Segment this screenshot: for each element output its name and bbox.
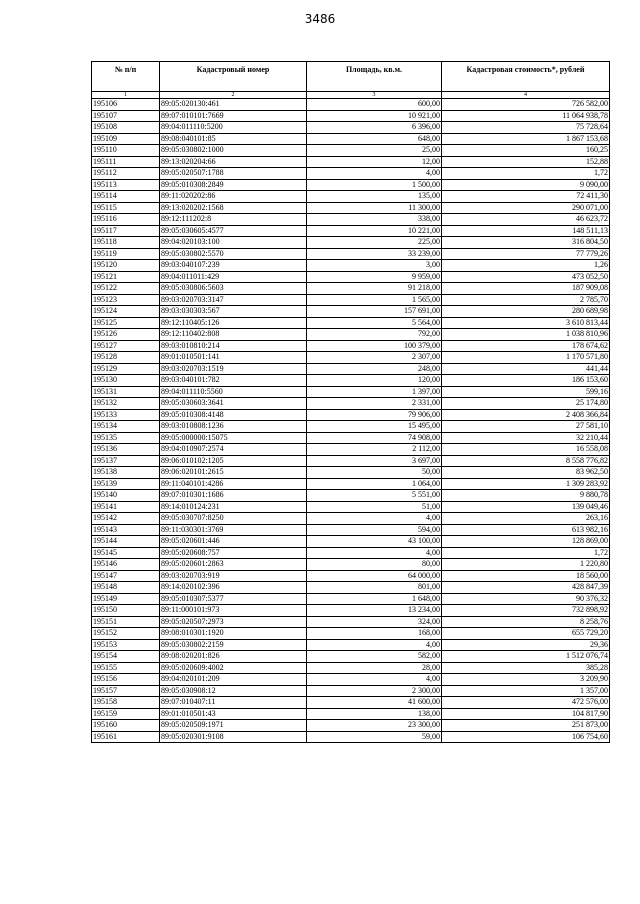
cell-area: 13 234,00: [307, 605, 442, 617]
cadastre-table: [91, 61, 610, 743]
header-cadastral-number: Кадастровый номер: [160, 62, 307, 92]
cell-cadastral-value: 16 558,08: [442, 444, 610, 456]
cell-cadastral-value: 32 210,44: [442, 432, 610, 444]
cell-row-number: 195159: [92, 708, 160, 720]
cell-cadastral-number: 89:03:030303:567: [160, 306, 307, 318]
cell-cadastral-value: 29,36: [442, 639, 610, 651]
cell-cadastral-value: 160,25: [442, 145, 610, 157]
cell-cadastral-value: 128 869,00: [442, 536, 610, 548]
table-row: [92, 225, 610, 237]
cell-cadastral-number: 89:04:020103:100: [160, 237, 307, 249]
cell-row-number: 195126: [92, 329, 160, 341]
table-row: [92, 191, 610, 203]
cell-cadastral-value: 77 779,26: [442, 248, 610, 260]
cell-row-number: 195143: [92, 524, 160, 536]
column-number: 4: [442, 92, 610, 99]
table-row: [92, 110, 610, 122]
cell-cadastral-value: 385,28: [442, 662, 610, 674]
cell-cadastral-value: 104 817,90: [442, 708, 610, 720]
cell-row-number: 195116: [92, 214, 160, 226]
cell-area: 120,00: [307, 375, 442, 387]
cell-cadastral-value: 8 258,76: [442, 616, 610, 628]
cell-row-number: 195113: [92, 179, 160, 191]
table-row: [92, 662, 610, 674]
table-row: [92, 501, 610, 513]
cell-row-number: 195123: [92, 294, 160, 306]
cell-cadastral-number: 89:03:020703:919: [160, 570, 307, 582]
cell-row-number: 195139: [92, 478, 160, 490]
cell-row-number: 195150: [92, 605, 160, 617]
cell-row-number: 195109: [92, 133, 160, 145]
cell-row-number: 195158: [92, 697, 160, 709]
cell-area: 4,00: [307, 168, 442, 180]
cell-area: 2 307,00: [307, 352, 442, 364]
cell-cadastral-value: 90 376,32: [442, 593, 610, 605]
cell-cadastral-number: 89:14:020102:396: [160, 582, 307, 594]
cell-area: 50,00: [307, 467, 442, 479]
table-row: [92, 697, 610, 709]
cell-cadastral-number: 89:11:030301:3769: [160, 524, 307, 536]
cell-row-number: 195128: [92, 352, 160, 364]
cell-cadastral-number: 89:05:020609:4002: [160, 662, 307, 674]
cell-cadastral-number: 89:05:030908:12: [160, 685, 307, 697]
cell-area: 4,00: [307, 639, 442, 651]
cell-area: 91 218,00: [307, 283, 442, 295]
table-row: [92, 294, 610, 306]
cell-area: 23 300,00: [307, 720, 442, 732]
table-row: [92, 674, 610, 686]
cell-row-number: 195125: [92, 317, 160, 329]
cell-row-number: 195121: [92, 271, 160, 283]
cell-cadastral-value: 1 867 153,68: [442, 133, 610, 145]
table-row: [92, 168, 610, 180]
cell-cadastral-value: 428 847,39: [442, 582, 610, 594]
cell-area: 157 691,00: [307, 306, 442, 318]
cell-row-number: 195154: [92, 651, 160, 663]
cell-area: 4,00: [307, 547, 442, 559]
cell-cadastral-value: 1 309 283,92: [442, 478, 610, 490]
table-row: [92, 685, 610, 697]
cell-cadastral-number: 89:12:111202:8: [160, 214, 307, 226]
cell-row-number: 195147: [92, 570, 160, 582]
cell-area: 3 697,00: [307, 455, 442, 467]
cell-row-number: 195136: [92, 444, 160, 456]
cell-cadastral-value: 290 071,00: [442, 202, 610, 214]
table-row: [92, 720, 610, 732]
cell-area: 12,00: [307, 156, 442, 168]
cell-row-number: 195132: [92, 398, 160, 410]
cell-row-number: 195107: [92, 110, 160, 122]
cell-cadastral-number: 89:05:020601:2863: [160, 559, 307, 571]
cell-cadastral-number: 89:06:020101:2615: [160, 467, 307, 479]
cell-row-number: 195117: [92, 225, 160, 237]
table-row: [92, 340, 610, 352]
cell-row-number: 195134: [92, 421, 160, 433]
table-row: [92, 513, 610, 525]
cell-area: 6 396,00: [307, 122, 442, 134]
table-row: [92, 283, 610, 295]
cell-cadastral-value: 472 576,00: [442, 697, 610, 709]
table-row: [92, 616, 610, 628]
cell-row-number: 195142: [92, 513, 160, 525]
cell-area: 600,00: [307, 99, 442, 111]
table-row: [92, 547, 610, 559]
cell-cadastral-value: 9 090,00: [442, 179, 610, 191]
cell-row-number: 195137: [92, 455, 160, 467]
cell-cadastral-value: 441,44: [442, 363, 610, 375]
cell-cadastral-value: 726 582,00: [442, 99, 610, 111]
cell-cadastral-value: 1 512 076,74: [442, 651, 610, 663]
column-number: 2: [160, 92, 307, 99]
table-row: [92, 605, 610, 617]
cell-cadastral-number: 89:05:020608:757: [160, 547, 307, 559]
cell-cadastral-number: 89:03:040101:782: [160, 375, 307, 387]
cell-cadastral-number: 89:05:030806:5603: [160, 283, 307, 295]
cell-row-number: 195106: [92, 99, 160, 111]
cell-row-number: 195141: [92, 501, 160, 513]
table-row: [92, 156, 610, 168]
cell-cadastral-value: 613 982,16: [442, 524, 610, 536]
cell-cadastral-value: 187 909,08: [442, 283, 610, 295]
cell-area: 59,00: [307, 731, 442, 743]
cell-area: 4,00: [307, 674, 442, 686]
table-row: [92, 375, 610, 387]
cell-area: 28,00: [307, 662, 442, 674]
cell-row-number: 195160: [92, 720, 160, 732]
cell-cadastral-number: 89:06:010102:1205: [160, 455, 307, 467]
cell-row-number: 195155: [92, 662, 160, 674]
cell-row-number: 195129: [92, 363, 160, 375]
header-row: [92, 62, 610, 92]
cell-cadastral-number: 89:05:030707:8250: [160, 513, 307, 525]
cell-area: 9 959,00: [307, 271, 442, 283]
cell-area: 168,00: [307, 628, 442, 640]
table-row: [92, 352, 610, 364]
table-row: [92, 582, 610, 594]
cell-area: 1 500,00: [307, 179, 442, 191]
cell-cadastral-number: 89:05:020509:1971: [160, 720, 307, 732]
header-cadastral-value: Кадастровая стоимость*, рублей: [442, 62, 610, 92]
cell-cadastral-value: 178 674,62: [442, 340, 610, 352]
cell-row-number: 195110: [92, 145, 160, 157]
cell-area: 324,00: [307, 616, 442, 628]
cell-cadastral-value: 2 408 366,84: [442, 409, 610, 421]
table-row: [92, 306, 610, 318]
cell-area: 338,00: [307, 214, 442, 226]
cell-area: 33 239,00: [307, 248, 442, 260]
cell-area: 100 379,00: [307, 340, 442, 352]
cell-row-number: 195156: [92, 674, 160, 686]
cell-row-number: 195151: [92, 616, 160, 628]
cell-cadastral-number: 89:08:020201:826: [160, 651, 307, 663]
cell-row-number: 195124: [92, 306, 160, 318]
table-row: [92, 455, 610, 467]
table-row: [92, 490, 610, 502]
cell-cadastral-value: 316 804,50: [442, 237, 610, 249]
cell-area: 1 648,00: [307, 593, 442, 605]
cell-area: 51,00: [307, 501, 442, 513]
cell-cadastral-value: 27 581,10: [442, 421, 610, 433]
cell-row-number: 195135: [92, 432, 160, 444]
cell-cadastral-number: 89:05:030603:3641: [160, 398, 307, 410]
table-row: [92, 386, 610, 398]
cell-row-number: 195144: [92, 536, 160, 548]
cell-cadastral-value: 186 153,60: [442, 375, 610, 387]
cell-row-number: 195114: [92, 191, 160, 203]
cell-cadastral-number: 89:07:010101:7669: [160, 110, 307, 122]
cell-cadastral-value: 25 174,80: [442, 398, 610, 410]
cell-cadastral-number: 89:05:030605:4577: [160, 225, 307, 237]
cell-cadastral-number: 89:05:030802:5570: [160, 248, 307, 260]
table-row: [92, 444, 610, 456]
cell-row-number: 195145: [92, 547, 160, 559]
cell-cadastral-number: 89:03:010810:214: [160, 340, 307, 352]
table-row: [92, 248, 610, 260]
cell-row-number: 195111: [92, 156, 160, 168]
table-row: [92, 524, 610, 536]
table-row: [92, 122, 610, 134]
cell-cadastral-value: 2 785,70: [442, 294, 610, 306]
cell-cadastral-number: 89:13:020204:66: [160, 156, 307, 168]
cell-cadastral-number: 89:05:030802:2159: [160, 639, 307, 651]
cell-cadastral-value: 1,26: [442, 260, 610, 272]
cell-row-number: 195152: [92, 628, 160, 640]
cell-cadastral-value: 46 623,72: [442, 214, 610, 226]
cell-area: 594,00: [307, 524, 442, 536]
cell-area: 2 112,00: [307, 444, 442, 456]
column-number: 3: [307, 92, 442, 99]
cell-cadastral-number: 89:05:010308:4148: [160, 409, 307, 421]
cell-row-number: 195120: [92, 260, 160, 272]
table-row: [92, 179, 610, 191]
header-row-number: № п/п: [92, 62, 160, 92]
table-row: [92, 237, 610, 249]
cell-area: 11 300,00: [307, 202, 442, 214]
cell-area: 582,00: [307, 651, 442, 663]
cell-row-number: 195140: [92, 490, 160, 502]
cell-cadastral-value: 263,16: [442, 513, 610, 525]
cell-cadastral-value: 152,88: [442, 156, 610, 168]
cell-cadastral-number: 89:05:020301:9108: [160, 731, 307, 743]
cell-cadastral-value: 251 873,00: [442, 720, 610, 732]
cell-cadastral-value: 3 209,90: [442, 674, 610, 686]
cell-cadastral-number: 89:04:010907:2574: [160, 444, 307, 456]
cell-cadastral-value: 1 357,00: [442, 685, 610, 697]
cell-cadastral-number: 89:04:011110:5560: [160, 386, 307, 398]
cell-cadastral-value: 1,72: [442, 168, 610, 180]
cell-cadastral-value: 655 729,20: [442, 628, 610, 640]
table-row: [92, 145, 610, 157]
cell-row-number: 195149: [92, 593, 160, 605]
cell-cadastral-number: 89:11:040101:4286: [160, 478, 307, 490]
table-row: [92, 708, 610, 720]
cell-area: 2 331,00: [307, 398, 442, 410]
cell-cadastral-number: 89:03:020703:3147: [160, 294, 307, 306]
cell-cadastral-number: 89:05:010308:2849: [160, 179, 307, 191]
cell-cadastral-number: 89:05:030802:1000: [160, 145, 307, 157]
table-row: [92, 363, 610, 375]
cell-area: 64 000,00: [307, 570, 442, 582]
cell-cadastral-number: 89:05:020601:446: [160, 536, 307, 548]
cell-cadastral-number: 89:05:000000:15075: [160, 432, 307, 444]
cell-area: 41 600,00: [307, 697, 442, 709]
cell-cadastral-number: 89:12:110402:808: [160, 329, 307, 341]
cell-area: 1 397,00: [307, 386, 442, 398]
cell-cadastral-number: 89:04:011110:5200: [160, 122, 307, 134]
table-row: [92, 99, 610, 111]
cell-area: 135,00: [307, 191, 442, 203]
table-row: [92, 329, 610, 341]
table-body: [92, 99, 610, 743]
cell-row-number: 195115: [92, 202, 160, 214]
cell-cadastral-value: 106 754,60: [442, 731, 610, 743]
table-row: [92, 467, 610, 479]
cell-cadastral-number: 89:11:020202:86: [160, 191, 307, 203]
cell-cadastral-value: 18 560,00: [442, 570, 610, 582]
table-row: [92, 260, 610, 272]
cell-cadastral-number: 89:14:010124:231: [160, 501, 307, 513]
cell-area: 4,00: [307, 513, 442, 525]
cell-row-number: 195133: [92, 409, 160, 421]
table-row: [92, 271, 610, 283]
cell-row-number: 195122: [92, 283, 160, 295]
table-row: [92, 432, 610, 444]
table-row: [92, 593, 610, 605]
cell-area: 10 921,00: [307, 110, 442, 122]
cell-cadastral-value: 599,16: [442, 386, 610, 398]
cell-cadastral-number: 89:13:020202:1568: [160, 202, 307, 214]
table-row: [92, 651, 610, 663]
cell-cadastral-number: 89:05:020507:2973: [160, 616, 307, 628]
cell-area: 25,00: [307, 145, 442, 157]
cell-area: 1 565,00: [307, 294, 442, 306]
table-row: [92, 628, 610, 640]
table-row: [92, 409, 610, 421]
cell-cadastral-value: 139 049,46: [442, 501, 610, 513]
cell-cadastral-number: 89:05:010307:5377: [160, 593, 307, 605]
cell-cadastral-number: 89:01:010501:43: [160, 708, 307, 720]
cell-area: 5 564,00: [307, 317, 442, 329]
cell-cadastral-value: 1,72: [442, 547, 610, 559]
cell-row-number: 195157: [92, 685, 160, 697]
cell-area: 2 300,00: [307, 685, 442, 697]
cell-area: 5 551,00: [307, 490, 442, 502]
cell-area: 138,00: [307, 708, 442, 720]
cell-area: 1 064,00: [307, 478, 442, 490]
table-row: [92, 570, 610, 582]
cell-cadastral-number: 89:03:010808:1236: [160, 421, 307, 433]
cell-row-number: 195131: [92, 386, 160, 398]
cell-cadastral-number: 89:08:040101:85: [160, 133, 307, 145]
cell-area: 225,00: [307, 237, 442, 249]
cell-row-number: 195127: [92, 340, 160, 352]
cell-cadastral-number: 89:12:110405:126: [160, 317, 307, 329]
cell-area: 248,00: [307, 363, 442, 375]
cell-cadastral-value: 473 052,50: [442, 271, 610, 283]
cell-row-number: 195118: [92, 237, 160, 249]
cell-row-number: 195112: [92, 168, 160, 180]
table-row: [92, 398, 610, 410]
cell-area: 792,00: [307, 329, 442, 341]
cell-area: 80,00: [307, 559, 442, 571]
cell-cadastral-value: 8 558 776,82: [442, 455, 610, 467]
cell-cadastral-value: 1 170 571,80: [442, 352, 610, 364]
cell-row-number: 195161: [92, 731, 160, 743]
cell-cadastral-value: 148 511,13: [442, 225, 610, 237]
cell-row-number: 195130: [92, 375, 160, 387]
cell-area: 10 221,00: [307, 225, 442, 237]
table-row: [92, 421, 610, 433]
column-numbers-row: [92, 92, 610, 99]
cell-cadastral-number: 89:08:010301:1920: [160, 628, 307, 640]
cell-cadastral-number: 89:04:020101:209: [160, 674, 307, 686]
cell-cadastral-number: 89:07:010301:1686: [160, 490, 307, 502]
cell-row-number: 195148: [92, 582, 160, 594]
cell-cadastral-value: 83 962,50: [442, 467, 610, 479]
cell-cadastral-value: 3 610 813,44: [442, 317, 610, 329]
cell-cadastral-number: 89:03:040107:239: [160, 260, 307, 272]
table-row: [92, 214, 610, 226]
cell-area: 74 908,00: [307, 432, 442, 444]
column-number: 1: [92, 92, 160, 99]
cell-cadastral-value: 1 038 810,96: [442, 329, 610, 341]
table-row: [92, 731, 610, 743]
cell-cadastral-value: 11 064 938,78: [442, 110, 610, 122]
cell-cadastral-value: 280 689,98: [442, 306, 610, 318]
cell-row-number: 195153: [92, 639, 160, 651]
page-number: 3486: [304, 12, 336, 26]
cell-cadastral-value: 75 728,64: [442, 122, 610, 134]
cell-row-number: 195138: [92, 467, 160, 479]
table-row: [92, 536, 610, 548]
table-header: [92, 62, 610, 99]
table-row: [92, 559, 610, 571]
cell-area: 79 906,00: [307, 409, 442, 421]
cell-area: 801,00: [307, 582, 442, 594]
cell-area: 3,00: [307, 260, 442, 272]
cell-area: 15 495,00: [307, 421, 442, 433]
cell-cadastral-number: 89:05:020130:461: [160, 99, 307, 111]
cell-cadastral-number: 89:05:020507:1788: [160, 168, 307, 180]
header-area: Площадь, кв.м.: [307, 62, 442, 92]
cell-cadastral-number: 89:04:011011:429: [160, 271, 307, 283]
cell-area: 648,00: [307, 133, 442, 145]
table-row: [92, 317, 610, 329]
cell-row-number: 195146: [92, 559, 160, 571]
cell-cadastral-number: 89:07:010407:11: [160, 697, 307, 709]
table-row: [92, 478, 610, 490]
cell-cadastral-number: 89:01:010501:141: [160, 352, 307, 364]
cell-cadastral-number: 89:03:020703:1519: [160, 363, 307, 375]
cell-cadastral-value: 732 898,92: [442, 605, 610, 617]
table-row: [92, 202, 610, 214]
cell-row-number: 195108: [92, 122, 160, 134]
table-row: [92, 639, 610, 651]
cell-cadastral-value: 72 411,30: [442, 191, 610, 203]
cell-row-number: 195119: [92, 248, 160, 260]
cell-area: 43 100,00: [307, 536, 442, 548]
cell-cadastral-value: 1 220,80: [442, 559, 610, 571]
table-row: [92, 133, 610, 145]
cell-cadastral-number: 89:11:000101:973: [160, 605, 307, 617]
cell-cadastral-value: 9 880,78: [442, 490, 610, 502]
